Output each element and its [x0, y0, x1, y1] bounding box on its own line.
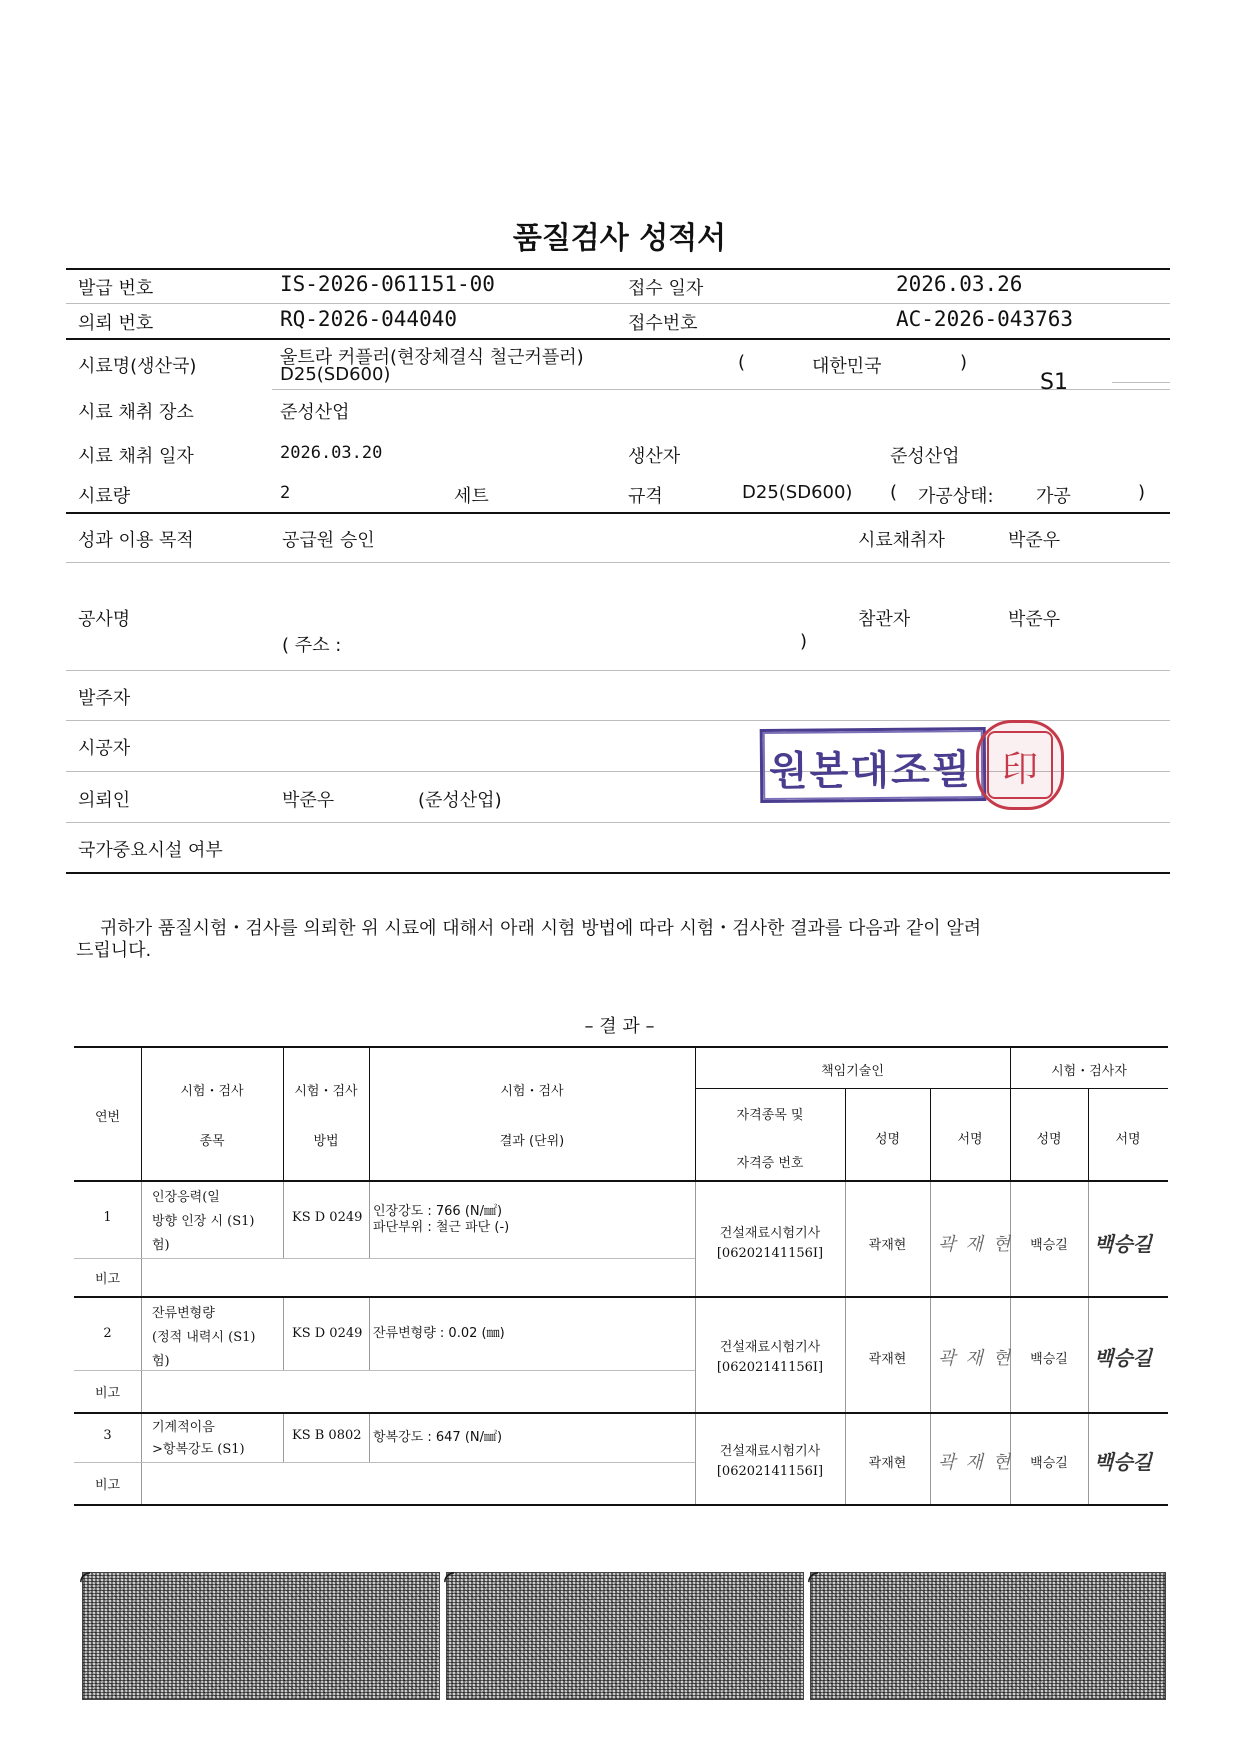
- collector: 박준우: [1008, 530, 1061, 551]
- row-item-line3: 험): [152, 1354, 170, 1369]
- receipt-no-label: 접수번호: [628, 313, 698, 334]
- sample-place-label: 시료 채취 장소: [78, 402, 194, 423]
- row-insp-signature: 백승길: [1094, 1346, 1152, 1370]
- r2-v4: [695, 1298, 696, 1412]
- process: 가공: [1036, 486, 1071, 507]
- row-insp-signature: 백승길: [1094, 1232, 1152, 1256]
- row-result-line1: 항복강도 : 647 (N/㎟): [373, 1430, 503, 1445]
- row-no: 3: [103, 1428, 112, 1443]
- col-insp-sign: 서명: [1115, 1132, 1141, 1147]
- address-close: ): [800, 631, 808, 652]
- row-insp-name: 백승길: [1030, 1456, 1068, 1471]
- sample-bottom-rule: [66, 512, 1170, 514]
- row-method: KS D 0249: [292, 1210, 363, 1225]
- table-top-rule: [74, 1046, 1168, 1048]
- row-qual-line2: [06202141156I]: [716, 1246, 824, 1261]
- col-item-2: 종목: [199, 1134, 225, 1149]
- col-qual-2: 자격증 번호: [736, 1156, 804, 1171]
- row-eng-name: 곽재현: [868, 1352, 907, 1367]
- row-result-line1: 인장강도 : 766 (N/㎟): [373, 1204, 503, 1219]
- sample-name-rule: [272, 389, 1170, 390]
- r3-v2: [283, 1414, 284, 1462]
- col-inspector: 시험・검사자: [1051, 1064, 1127, 1079]
- row-no: 2: [103, 1326, 112, 1341]
- stamp-text: 원본대조필: [768, 746, 973, 795]
- r2-v3: [369, 1298, 370, 1370]
- row-item-line1: 기계적이음: [152, 1420, 215, 1435]
- sample-code-rule: [1112, 382, 1170, 383]
- country-open: (: [738, 352, 746, 373]
- barcode-mark-icon: ◜: [808, 1566, 819, 1596]
- r2-v8: [1088, 1298, 1089, 1412]
- issue-no: IS-2026-061151-00: [280, 272, 495, 296]
- col-item-1: 시험・검사: [180, 1084, 244, 1099]
- r1-v1: [141, 1182, 142, 1296]
- country-close: ): [960, 352, 968, 373]
- project-rule: [66, 670, 1170, 671]
- issue-no-label: 발급 번호: [78, 278, 154, 299]
- sample-place: 준성산업: [280, 402, 350, 423]
- col-no: 연번: [94, 1110, 121, 1125]
- witness: 박준우: [1008, 609, 1061, 630]
- row-item-line2: (정적 내력시 (S1): [152, 1330, 256, 1345]
- contractor-label: 시공자: [78, 738, 131, 759]
- vline-1: [141, 1046, 142, 1180]
- col-eng-sign: 서명: [957, 1132, 983, 1147]
- process-close: ): [1138, 482, 1146, 503]
- producer-label: 생산자: [628, 446, 681, 467]
- notice-line1: 귀하가 품질시험・검사를 의뢰한 위 시료에 대해서 아래 시험 방법에 따라 시험・검사한 결과를 다음과 같이 알려: [100, 918, 982, 939]
- seal-text: 印: [1001, 749, 1038, 790]
- r2-bottom-rule: [74, 1412, 1168, 1414]
- row-insp-name: 백승길: [1030, 1352, 1068, 1367]
- row-qual-line2: [06202141156I]: [716, 1360, 824, 1375]
- row-method: KS B 0802: [292, 1428, 362, 1443]
- r2-v1: [141, 1298, 142, 1412]
- barcode-mark-icon: ◜: [80, 1566, 91, 1596]
- address-open: ( 주소 :: [282, 635, 342, 656]
- vline-2: [283, 1046, 284, 1180]
- row-qual-line1: 건설재료시험기사: [719, 1340, 821, 1355]
- page-title: 품질검사 성적서: [512, 221, 727, 256]
- r1-remark-rule: [74, 1258, 695, 1259]
- row-result-line2: 파단부위 : 철근 파단 (-): [373, 1220, 510, 1235]
- spec: D25(SD600): [742, 482, 853, 503]
- results-heading: – 결 과 –: [584, 1016, 655, 1037]
- row-remark-label: 비고: [94, 1272, 121, 1287]
- row-item-line1: 잔류변형량: [152, 1306, 215, 1321]
- sample-code: S1: [1040, 370, 1068, 395]
- col-insp-name: 성명: [1036, 1132, 1062, 1147]
- header-bottom-rule: [66, 338, 1170, 340]
- requester: 박준우: [282, 790, 335, 811]
- r1-v8: [1088, 1182, 1089, 1296]
- row-insp-signature: 백승길: [1094, 1450, 1152, 1474]
- row-item-line2: 방향 인장 시 (S1): [152, 1214, 255, 1229]
- table-bottom-rule: [74, 1504, 1168, 1506]
- r3-v1: [141, 1414, 142, 1504]
- header-top-rule: [66, 268, 1170, 270]
- row-qual-line2: [06202141156I]: [716, 1464, 824, 1479]
- barcode-mark-icon: ◜: [444, 1566, 455, 1596]
- original-verified-stamp: [760, 727, 987, 803]
- producer: 준성산업: [890, 446, 960, 467]
- row-qual-line1: 건설재료시험기사: [719, 1226, 821, 1241]
- purpose-bottom-rule: [66, 872, 1170, 874]
- col-result-2: 결과 (단위): [499, 1134, 565, 1149]
- process-label: 가공상태:: [918, 486, 994, 507]
- requester-rule: [66, 822, 1170, 823]
- qty-unit: 세트: [454, 486, 489, 507]
- col-method-2: 방법: [313, 1134, 339, 1149]
- receipt-date: 2026.03.26: [896, 272, 1023, 296]
- r2-v2: [283, 1298, 284, 1370]
- r3-v6: [930, 1414, 931, 1504]
- request-no-label: 의뢰 번호: [78, 313, 154, 334]
- row-item-line1: 인장응력(일: [152, 1190, 220, 1205]
- header-mid-rule: [66, 303, 1170, 304]
- requester-label: 의뢰인: [78, 790, 131, 811]
- col-result-1: 시험・검사: [500, 1084, 564, 1099]
- notice-line2: 드립니다.: [76, 940, 152, 961]
- qty: 2: [280, 483, 291, 503]
- national-facility-label: 국가중요시설 여부: [78, 840, 223, 861]
- r2-v6: [930, 1298, 931, 1412]
- table-header-bottom-rule: [74, 1180, 1168, 1182]
- col-eng-name: 성명: [874, 1132, 901, 1147]
- witness-label: 참관자: [858, 609, 911, 630]
- project-label: 공사명: [78, 609, 131, 630]
- row-remark-label: 비고: [94, 1478, 121, 1493]
- row-method: KS D 0249: [292, 1326, 363, 1341]
- engineer-sub-rule: [695, 1088, 1168, 1089]
- row-remark-label: 비고: [94, 1386, 121, 1401]
- col-engineer: 책임기술인: [821, 1064, 884, 1079]
- row-item-line3: 험): [152, 1238, 170, 1253]
- row-eng-name: 곽재현: [868, 1238, 907, 1253]
- row-result-line1: 잔류변형량 : 0.02 (㎜): [373, 1326, 505, 1341]
- r3-v4: [695, 1414, 696, 1504]
- r3-remark-rule: [74, 1462, 695, 1463]
- country: 대한민국: [812, 356, 882, 377]
- sample-name-line1: 울트라 커플러(현장체결식 철근커플러): [280, 347, 584, 368]
- client-label: 발주자: [78, 688, 131, 709]
- r1-bottom-rule: [74, 1296, 1168, 1298]
- purpose: 공급원 승인: [282, 530, 375, 551]
- r1-v6: [930, 1182, 931, 1296]
- row-eng-signature: 곽재현: [938, 1348, 1021, 1369]
- sample-name-line2: D25(SD600): [280, 364, 391, 385]
- r3-v3: [369, 1414, 370, 1462]
- row-qual-line1: 건설재료시험기사: [719, 1444, 821, 1459]
- security-barcode-3: [810, 1572, 1166, 1700]
- sample-name-label: 시료명(생산국): [78, 356, 197, 377]
- row-insp-name: 백승길: [1030, 1238, 1068, 1253]
- purpose-rule: [66, 562, 1170, 563]
- row-item-line2: >항복강도 (S1): [152, 1442, 245, 1457]
- red-seal: [976, 720, 1064, 810]
- col-method-1: 시험・검사: [294, 1084, 358, 1099]
- row-eng-signature: 곽재현: [938, 1234, 1021, 1255]
- r1-v2: [283, 1182, 284, 1258]
- security-barcode-2: [446, 1572, 804, 1700]
- purpose-label: 성과 이용 목적: [78, 530, 194, 551]
- request-no: RQ-2026-044040: [280, 307, 458, 331]
- col-qual-1: 자격종목 및: [736, 1108, 804, 1123]
- process-open: (: [890, 482, 898, 503]
- row-no: 1: [103, 1210, 112, 1225]
- r2-remark-rule: [74, 1370, 695, 1371]
- r3-v8: [1088, 1414, 1089, 1504]
- receipt-no: AC-2026-043763: [896, 307, 1074, 331]
- qty-label: 시료량: [78, 486, 131, 507]
- row-eng-name: 곽재현: [868, 1456, 907, 1471]
- sample-date: 2026.03.20: [280, 443, 383, 463]
- row-eng-signature: 곽재현: [938, 1452, 1021, 1473]
- collector-label: 시료채취자: [858, 530, 945, 551]
- receipt-date-label: 접수 일자: [628, 278, 704, 299]
- requester-company: (준성산업): [418, 790, 502, 811]
- spec-label: 규격: [628, 486, 663, 507]
- r1-v3: [369, 1182, 370, 1258]
- sample-date-label: 시료 채취 일자: [78, 446, 194, 467]
- security-barcode-1: [82, 1572, 440, 1700]
- vline-3: [369, 1046, 370, 1180]
